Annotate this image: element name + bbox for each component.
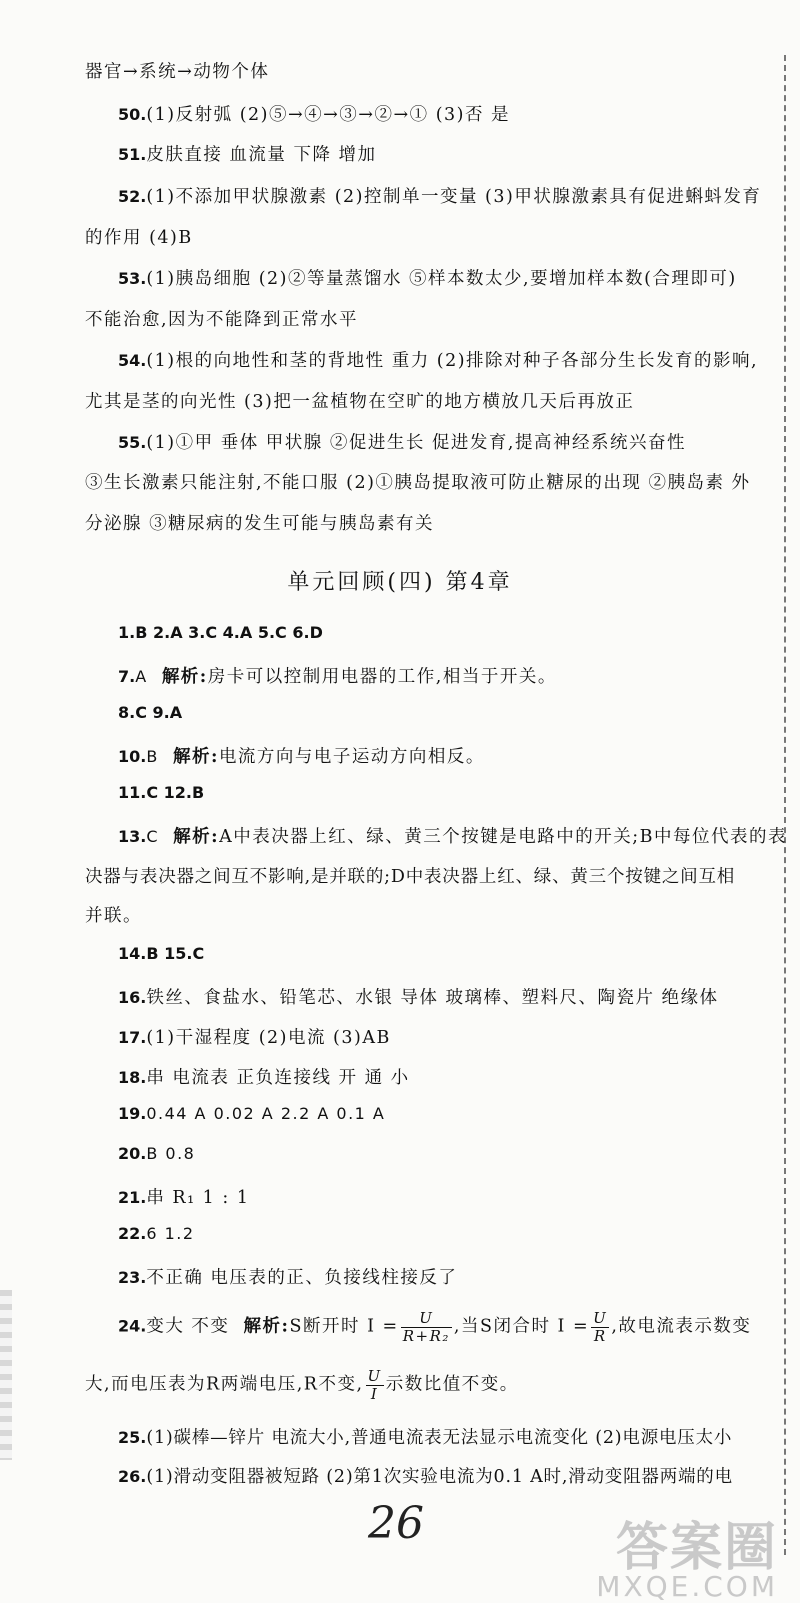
text-line: 分泌腺 ③糖尿病的发生可能与胰岛素有关 bbox=[85, 514, 435, 534]
binding-dash-line bbox=[766, 55, 786, 1555]
answer-53: 53.(1)胰岛细胞 (2)②等量蒸馏水 ⑤样本数太少,要增加样本数(合理即可) bbox=[118, 269, 737, 289]
text-line: ③生长激素只能注射,不能口服 (2)①胰岛提取液可防止糖尿的出现 ②胰岛素 外 bbox=[85, 473, 751, 493]
page-number: 26 bbox=[368, 1498, 424, 1549]
page-edge-shadow bbox=[0, 1290, 12, 1460]
answer-16: 16.铁丝、食盐水、铅笔芯、水银 导体 玻璃棒、塑料尺、陶瓷片 绝缘体 bbox=[118, 988, 719, 1008]
text-line: 的作用 (4)B bbox=[85, 228, 193, 248]
fraction: $\frac{U}{R}$ bbox=[593, 1309, 608, 1345]
answer-50: 50.(1)反射弧 (2)⑤→④→③→②→① (3)否 是 bbox=[118, 105, 511, 125]
answer-7: 7.A 解析:房卡可以控制用电器的工作,相当于开关。 bbox=[118, 667, 557, 687]
watermark-logo: 答案圈 MXQE.COM bbox=[596, 1518, 778, 1603]
answer-19: 19.0.44 A 0.02 A 2.2 A 0.1 A bbox=[118, 1104, 386, 1123]
answer-1-6: 1.B 2.A 3.C 4.A 5.C 6.D bbox=[118, 623, 323, 642]
answer-13: 13.C 解析:A中表决器上红、绿、黄三个按键是电路中的开关;B中每位代表的表 bbox=[118, 827, 788, 847]
answer-11-12: 11.C 12.B bbox=[118, 783, 205, 802]
text-line: 尤其是茎的向光性 (3)把一盆植物在空旷的地方横放几天后再放正 bbox=[85, 392, 635, 412]
answer-52: 52.(1)不添加甲状腺激素 (2)控制单一变量 (3)甲状腺激素具有促进蝌蚪发育 bbox=[118, 187, 762, 207]
answer-20: 20.B 0.8 bbox=[118, 1144, 196, 1163]
fraction: $\frac{U}{I}$ bbox=[367, 1367, 382, 1403]
text-line: 并联。 bbox=[85, 906, 142, 926]
answer-23: 23.不正确 电压表的正、负接线柱接反了 bbox=[118, 1268, 458, 1288]
answer-8-9: 8.C 9.A bbox=[118, 703, 183, 722]
answer-55: 55.(1)①甲 垂体 甲状腺 ②促进生长 促进发育,提高神经系统兴奋性 bbox=[118, 433, 686, 453]
text-line: 不能治愈,因为不能降到正常水平 bbox=[85, 310, 359, 330]
answer-22: 22.6 1.2 bbox=[118, 1224, 195, 1243]
answer-26: 26.(1)滑动变阻器被短路 (2)第1次实验电流为0.1 A时,滑动变阻器两端的电 bbox=[118, 1467, 733, 1487]
text-line: 决器与表决器之间互不影响,是并联的;D中表决器上红、绿、黄三个按键之间互相 bbox=[85, 867, 736, 887]
answer-14-15: 14.B 15.C bbox=[118, 944, 205, 963]
fraction: $\frac{U}{\text{R+R₂}}$ bbox=[402, 1309, 450, 1345]
answer-51: 51.皮肤直接 血流量 下降 增加 bbox=[118, 145, 377, 165]
answer-10: 10.B 解析:电流方向与电子运动方向相反。 bbox=[118, 747, 485, 767]
answer-21: 21.串 R₁ 1 : 1 bbox=[118, 1188, 250, 1208]
answer-54: 54.(1)根的向地性和茎的背地性 重力 (2)排除对种子各部分生长发育的影响, bbox=[118, 351, 759, 371]
text-line: 大,而电压表为R两端电压,R不变, $\frac{U}{I}$ 示数比值不变。 bbox=[85, 1367, 519, 1403]
answer-25: 25.(1)碳棒—锌片 电流大小,普通电流表无法显示电流变化 (2)电源电压太小 bbox=[118, 1428, 733, 1448]
section-title: 单元回顾(四) 第4章 bbox=[287, 570, 513, 595]
answer-18: 18.串 电流表 正负连接线 开 通 小 bbox=[118, 1068, 410, 1088]
answer-17: 17.(1)干湿程度 (2)电流 (3)AB bbox=[118, 1028, 391, 1048]
answer-24: 24.变大 不变 解析:S断开时 I = $\frac{U}{\text{R+R₂}}$ ,当S闭合时 I = $\frac{U}{R}$ ,故电流表示数变 bbox=[118, 1309, 752, 1345]
text-line: 器官→系统→动物个体 bbox=[85, 62, 270, 82]
